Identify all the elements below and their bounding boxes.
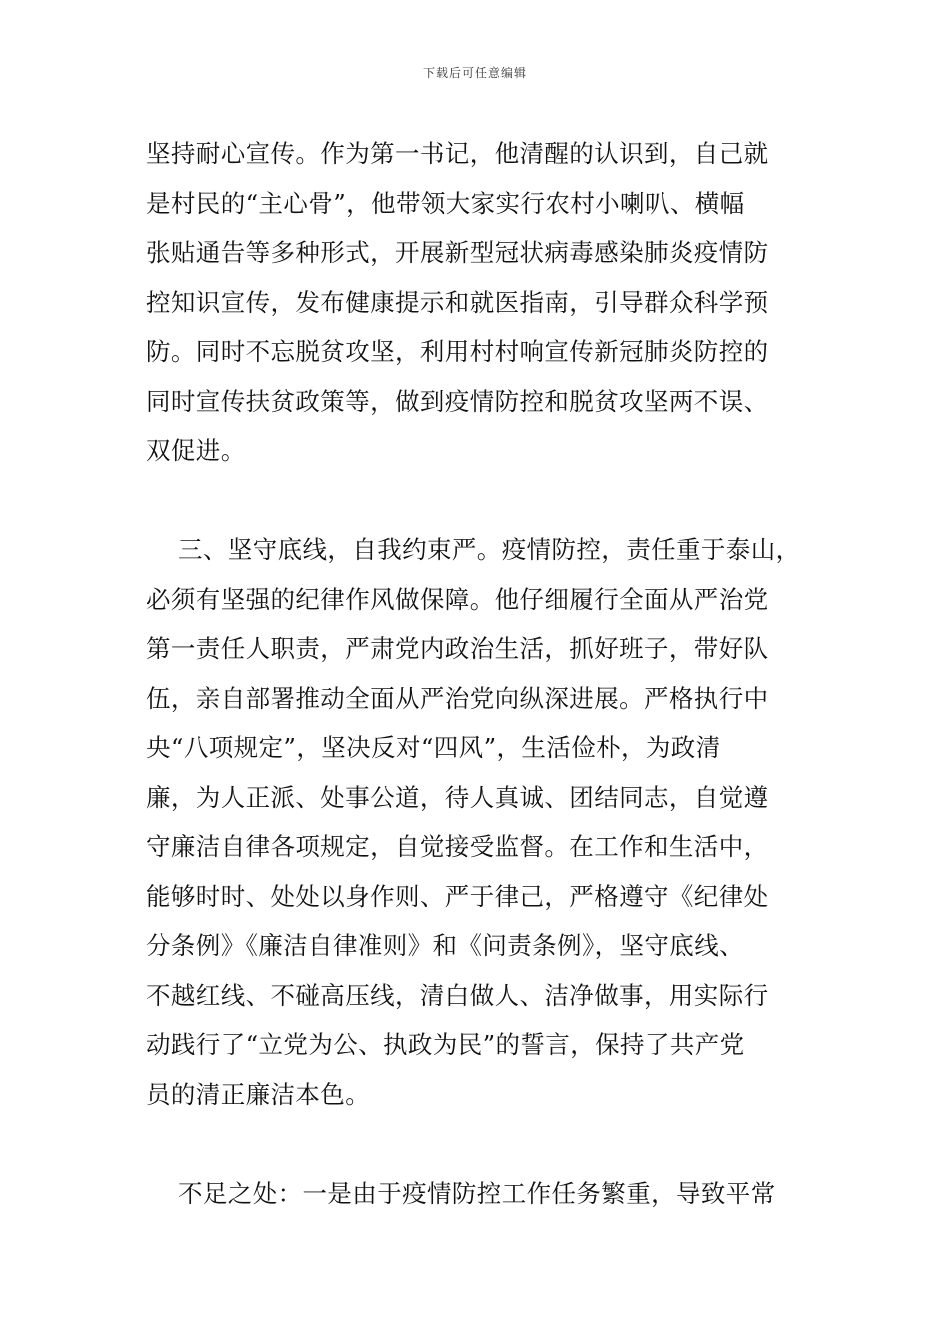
text-line: 同时宣传扶贫政策等，做到疫情防控和脱贫攻坚两不误、 bbox=[146, 386, 769, 416]
document-body bbox=[146, 129, 810, 1218]
paragraph-spacer bbox=[146, 476, 810, 526]
text-line: 双促进。 bbox=[146, 436, 246, 465]
paragraph-spacer bbox=[146, 1119, 810, 1169]
text-line: 动践行了“立党为公、执政为民”的誓言，保持了共产党 bbox=[146, 1030, 745, 1059]
text-line: 不足之处：一是由于疫情防控工作任务繁重，导致平常 bbox=[178, 1178, 776, 1208]
paragraph-1 bbox=[146, 129, 810, 476]
text-line: 坚持耐心宣传。作为第一书记，他清醒的认识到，自己就 bbox=[146, 139, 769, 168]
text-line: 守廉洁自律各项规定，自觉接受监督。在工作和生活中， bbox=[146, 832, 769, 861]
text-line: 央“八项规定”，坚决反对“四风”，生活俭朴，为政清 bbox=[146, 733, 721, 762]
paragraph-3 bbox=[146, 1169, 810, 1219]
text-line: 不越红线、不碰高压线，清白做人、洁净做事，用实际行 bbox=[146, 980, 769, 1010]
paragraph-2 bbox=[146, 525, 810, 1119]
text-line: 三、坚守底线，自我约束严。疫情防控，责任重于泰山， bbox=[178, 535, 801, 564]
text-line: 能够时时、处处以身作则、严于律己，严格遵守《纪律处 bbox=[146, 881, 769, 911]
text-line: 员的清正廉洁本色。 bbox=[146, 1079, 371, 1109]
text-line: 伍，亲自部署推动全面从严治党向纵深进展。严格执行中 bbox=[146, 683, 769, 713]
text-line: 分条例》《廉洁自律准则》和《问责条例》，坚守底线、 bbox=[146, 931, 744, 960]
text-line: 张贴通告等多种形式，开展新型冠状病毒感染肺炎疫情防 bbox=[146, 238, 769, 267]
text-line: 防。同时不忘脱贫攻坚，利用村村响宣传新冠肺炎防控的 bbox=[146, 337, 769, 366]
text-line: 必须有坚强的纪律作风做保障。他仔细履行全面从严治党 bbox=[146, 584, 769, 614]
page-header: 下载后可任意编辑 bbox=[422, 66, 527, 80]
text-line: 廉，为人正派、处事公道，待人真诚、团结同志，自觉遵 bbox=[146, 782, 769, 812]
text-line: 是村民的“主心骨”，他带领大家实行农村小喇叭、横幅 bbox=[146, 188, 745, 218]
text-line: 第一责任人职责，严肃党内政治生活，抓好班子，带好队 bbox=[146, 634, 769, 663]
text-line: 控知识宣传，发布健康提示和就医指南，引导群众科学预 bbox=[146, 287, 769, 317]
